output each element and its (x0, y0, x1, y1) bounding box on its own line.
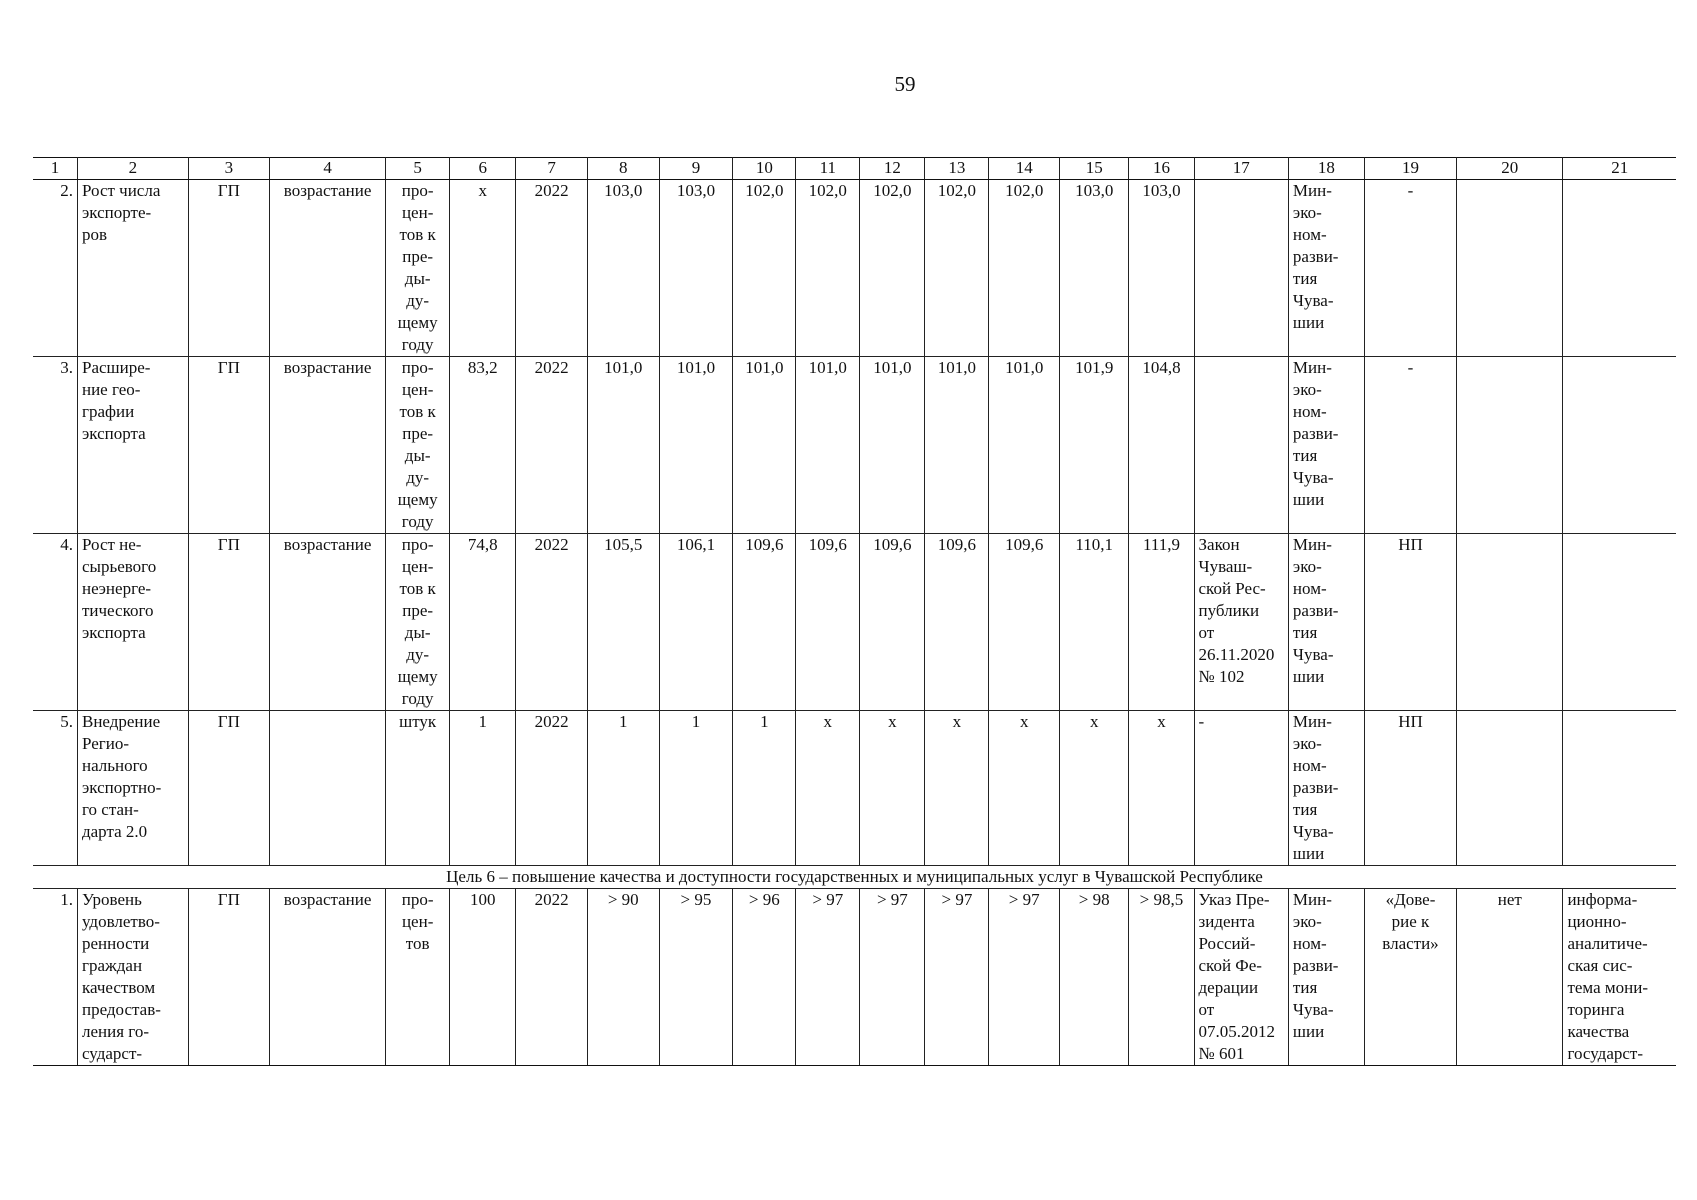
target-value: 101,9 (1059, 357, 1128, 534)
target-value: x (925, 711, 989, 866)
column-19: - (1364, 180, 1456, 357)
row-number: 1. (33, 889, 77, 1066)
indicator-type: ГП (188, 711, 269, 866)
indicator-name: Расшире- ние гео- графии экспорта (77, 357, 188, 534)
column-21 (1563, 534, 1676, 711)
target-value: 101,0 (860, 357, 925, 534)
target-value: 110,1 (1059, 534, 1128, 711)
target-value: 102,0 (733, 180, 796, 357)
target-value: 101,0 (925, 357, 989, 534)
column-header: 11 (796, 158, 860, 180)
indicator-name: Внедрение Регио- нального экспортно- го стан- дарта 2.0 (77, 711, 188, 866)
target-value: > 96 (733, 889, 796, 1066)
trend: возрастание (270, 357, 386, 534)
page-number: 59 (894, 72, 916, 96)
target-value: 1 (659, 711, 733, 866)
target-value: 101,0 (989, 357, 1060, 534)
target-value: x (1059, 711, 1128, 866)
indicator-name: Рост числа экспорте- ров (77, 180, 188, 357)
base-year: 2022 (516, 357, 588, 534)
column-20: нет (1457, 889, 1563, 1066)
legal-basis: Указ Пре- зидента Россий- ской Фе- дерации от 07.05.2012 № 601 (1194, 889, 1288, 1066)
target-value: > 95 (659, 889, 733, 1066)
column-header: 16 (1129, 158, 1194, 180)
column-header: 8 (587, 158, 659, 180)
table-row (33, 889, 1676, 1066)
trend: возрастание (270, 534, 386, 711)
column-header: 18 (1288, 158, 1364, 180)
unit: про- цен- тов к пре- ды- ду- щему году (386, 180, 450, 357)
column-19: «Дове- рие к власти» (1364, 889, 1456, 1066)
unit: про- цен- тов (386, 889, 450, 1066)
column-21 (1563, 357, 1676, 534)
column-21 (1563, 711, 1676, 866)
indicator-type: ГП (188, 889, 269, 1066)
table-row (33, 357, 1676, 534)
target-value: 109,6 (925, 534, 989, 711)
indicator-type: ГП (188, 357, 269, 534)
row-number: 2. (33, 180, 77, 357)
target-value: 1 (733, 711, 796, 866)
base-value: 100 (450, 889, 516, 1066)
target-value: > 98 (1059, 889, 1128, 1066)
target-value: 102,0 (925, 180, 989, 357)
base-value: 1 (450, 711, 516, 866)
column-header: 9 (659, 158, 733, 180)
base-year: 2022 (516, 534, 588, 711)
unit: штук (386, 711, 450, 866)
row-number: 3. (33, 357, 77, 534)
responsible-body: Мин- эко- ном- разви- тия Чува- шии (1288, 357, 1364, 534)
base-value: 83,2 (450, 357, 516, 534)
indicator-type: ГП (188, 534, 269, 711)
legal-basis: - (1194, 711, 1288, 866)
target-value: 105,5 (587, 534, 659, 711)
target-value: 111,9 (1129, 534, 1194, 711)
target-value: 109,6 (989, 534, 1060, 711)
column-header: 6 (450, 158, 516, 180)
target-value: 102,0 (860, 180, 925, 357)
column-header: 2 (77, 158, 188, 180)
indicator-name: Уровень удовлетво- ренности граждан качеством предостав- ления го- сударст- (77, 889, 188, 1066)
unit: про- цен- тов к пре- ды- ду- щему году (386, 357, 450, 534)
target-value: 101,0 (733, 357, 796, 534)
base-value: 74,8 (450, 534, 516, 711)
column-19: - (1364, 357, 1456, 534)
base-year: 2022 (516, 889, 588, 1066)
column-header: 4 (270, 158, 386, 180)
target-value: 109,6 (860, 534, 925, 711)
trend (270, 711, 386, 866)
target-value: x (1129, 711, 1194, 866)
column-19: НП (1364, 711, 1456, 866)
column-20 (1457, 711, 1563, 866)
target-value: 106,1 (659, 534, 733, 711)
base-year: 2022 (516, 711, 588, 866)
target-value: > 97 (925, 889, 989, 1066)
row-number: 4. (33, 534, 77, 711)
target-value: 103,0 (587, 180, 659, 357)
goal-title: Цель 6 – повышение качества и доступности государственных и муниципальных услуг в Чувашской Республике (33, 866, 1676, 889)
table-row (33, 180, 1676, 357)
base-year: 2022 (516, 180, 588, 357)
column-header: 19 (1364, 158, 1456, 180)
indicators-table (33, 157, 1676, 1066)
responsible-body: Мин- эко- ном- разви- тия Чува- шии (1288, 711, 1364, 866)
column-header: 1 (33, 158, 77, 180)
target-value: 103,0 (1129, 180, 1194, 357)
target-value: x (796, 711, 860, 866)
indicator-name: Рост не- сырьевого неэнерге- тического экспорта (77, 534, 188, 711)
column-header: 20 (1457, 158, 1563, 180)
column-20 (1457, 180, 1563, 357)
column-header: 14 (989, 158, 1060, 180)
target-value: 1 (587, 711, 659, 866)
column-header: 21 (1563, 158, 1676, 180)
indicator-type: ГП (188, 180, 269, 357)
target-value: 102,0 (989, 180, 1060, 357)
legal-basis (1194, 180, 1288, 357)
column-header: 12 (860, 158, 925, 180)
target-value: > 90 (587, 889, 659, 1066)
target-value: 104,8 (1129, 357, 1194, 534)
target-value: > 98,5 (1129, 889, 1194, 1066)
trend: возрастание (270, 889, 386, 1066)
goal-row (33, 866, 1676, 889)
target-value: 102,0 (796, 180, 860, 357)
target-value: x (860, 711, 925, 866)
column-21: информа- ционно- аналитиче- ская сис- тема мони- торинга качества государст- (1563, 889, 1676, 1066)
column-19: НП (1364, 534, 1456, 711)
table-row (33, 711, 1676, 866)
column-20 (1457, 357, 1563, 534)
target-value: 101,0 (587, 357, 659, 534)
column-21 (1563, 180, 1676, 357)
base-value: x (450, 180, 516, 357)
column-header: 10 (733, 158, 796, 180)
target-value: > 97 (989, 889, 1060, 1066)
row-number: 5. (33, 711, 77, 866)
column-header: 3 (188, 158, 269, 180)
target-value: 101,0 (796, 357, 860, 534)
target-value: > 97 (796, 889, 860, 1066)
target-value: 103,0 (1059, 180, 1128, 357)
header-row (33, 158, 1676, 180)
legal-basis: Закон Чуваш- ской Рес- публики от 26.11.2020 № 102 (1194, 534, 1288, 711)
column-header: 17 (1194, 158, 1288, 180)
target-value: 109,6 (796, 534, 860, 711)
table-row (33, 534, 1676, 711)
target-value: > 97 (860, 889, 925, 1066)
responsible-body: Мин- эко- ном- разви- тия Чува- шии (1288, 889, 1364, 1066)
trend: возрастание (270, 180, 386, 357)
target-value: x (989, 711, 1060, 866)
responsible-body: Мин- эко- ном- разви- тия Чува- шии (1288, 534, 1364, 711)
column-header: 13 (925, 158, 989, 180)
column-header: 5 (386, 158, 450, 180)
responsible-body: Мин- эко- ном- разви- тия Чува- шии (1288, 180, 1364, 357)
column-20 (1457, 534, 1563, 711)
column-header: 15 (1059, 158, 1128, 180)
unit: про- цен- тов к пре- ды- ду- щему году (386, 534, 450, 711)
target-value: 109,6 (733, 534, 796, 711)
target-value: 103,0 (659, 180, 733, 357)
column-header: 7 (516, 158, 588, 180)
legal-basis (1194, 357, 1288, 534)
target-value: 101,0 (659, 357, 733, 534)
